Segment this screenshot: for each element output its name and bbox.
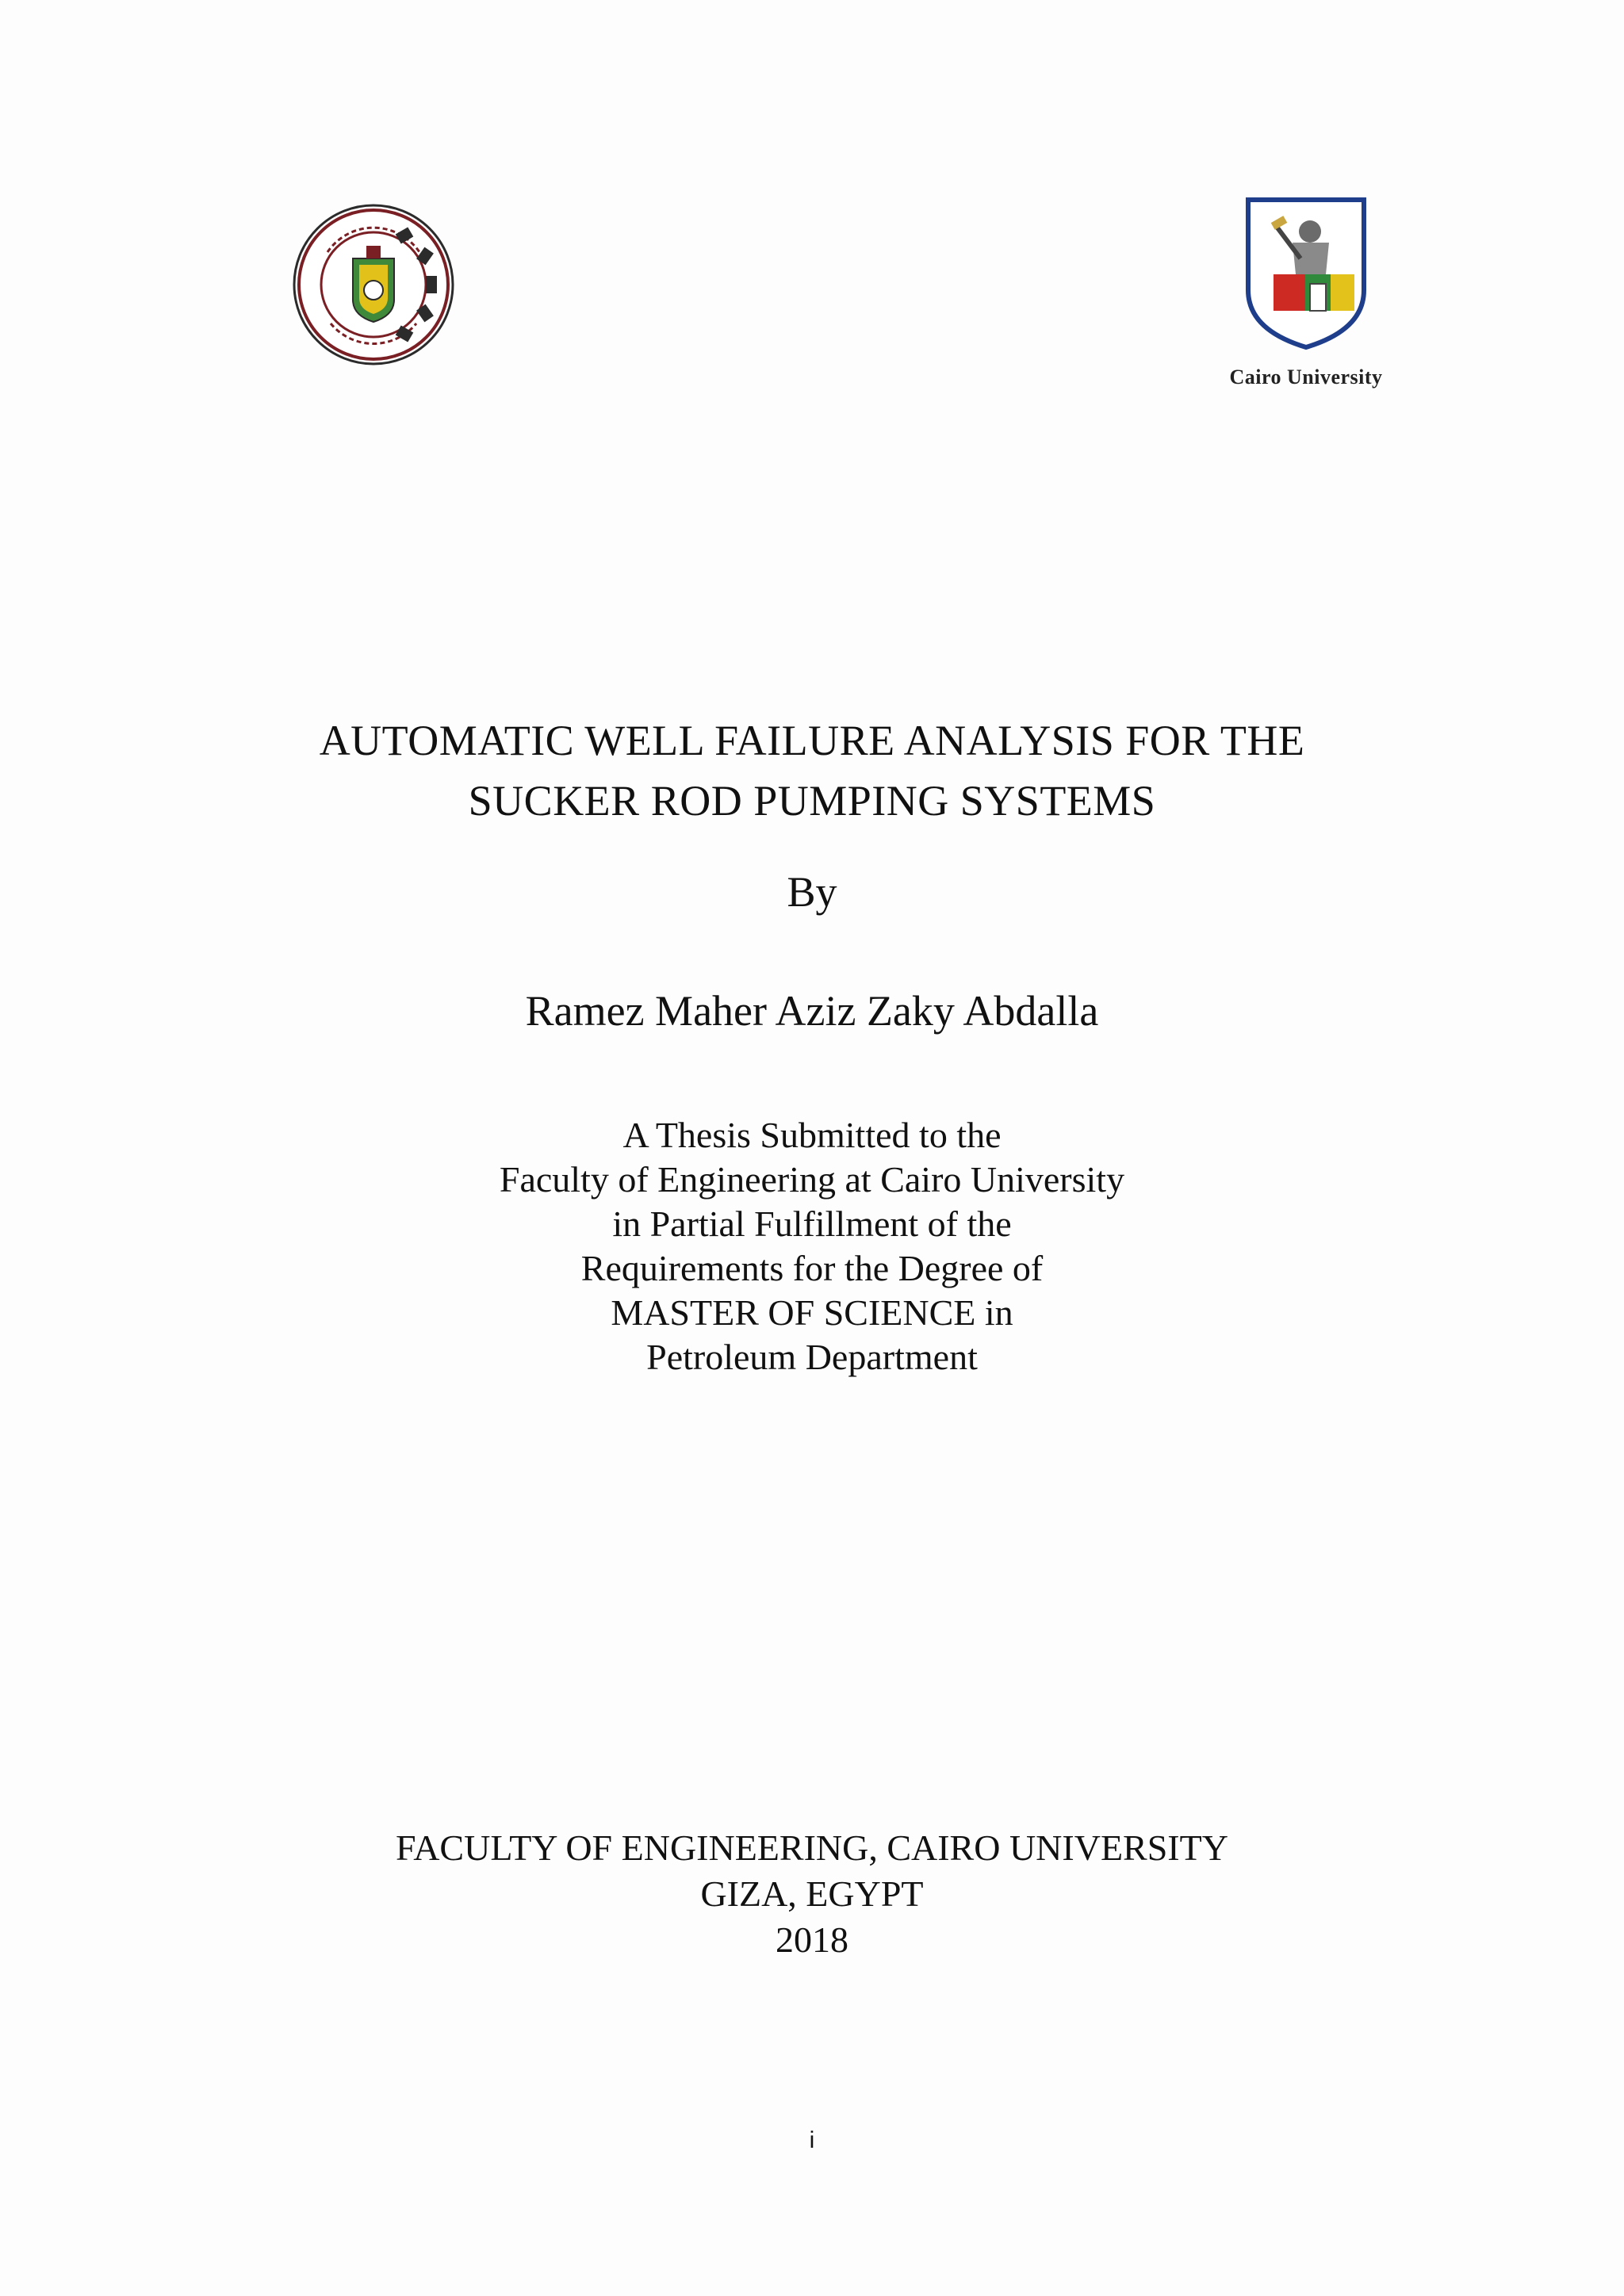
thesis-statement-line: Petroleum Department [646,1337,978,1377]
thesis-title [0,710,1624,831]
faculty-of-engineering-seal-icon [289,197,458,373]
thesis-statement-line: A Thesis Submitted to the [622,1115,1002,1155]
institution-name: FACULTY OF ENGINEERING, CAIRO UNIVERSITY [396,1827,1228,1868]
thesis-title-line-2: SUCKER ROD PUMPING SYSTEMS [468,777,1156,825]
cairo-university-label: Cairo University [1229,365,1383,388]
cairo-university-logo [1216,195,1396,388]
by-label: By [787,868,837,916]
thesis-title-line-1: AUTOMATIC WELL FAILURE ANALYSIS FOR THE [319,717,1305,764]
institution-location: GIZA, EGYPT [700,1873,924,1914]
cairo-university-emblem-icon [1216,195,1396,350]
thesis-statement-line: Faculty of Engineering at Cairo University [499,1159,1125,1200]
thesis-statement-line: MASTER OF SCIENCE in [611,1292,1013,1333]
thesis-year: 2018 [776,1919,848,1960]
thesis-statement-line: in Partial Fulfillment of the [612,1203,1012,1244]
page-number: i [809,2127,815,2153]
thesis-statement-line: Requirements for the Degree of [580,1248,1044,1288]
institution-footer [0,1825,1624,1963]
thesis-statement [0,1113,1624,1380]
author-name: Ramez Maher Aziz Zaky Abdalla [525,987,1099,1035]
